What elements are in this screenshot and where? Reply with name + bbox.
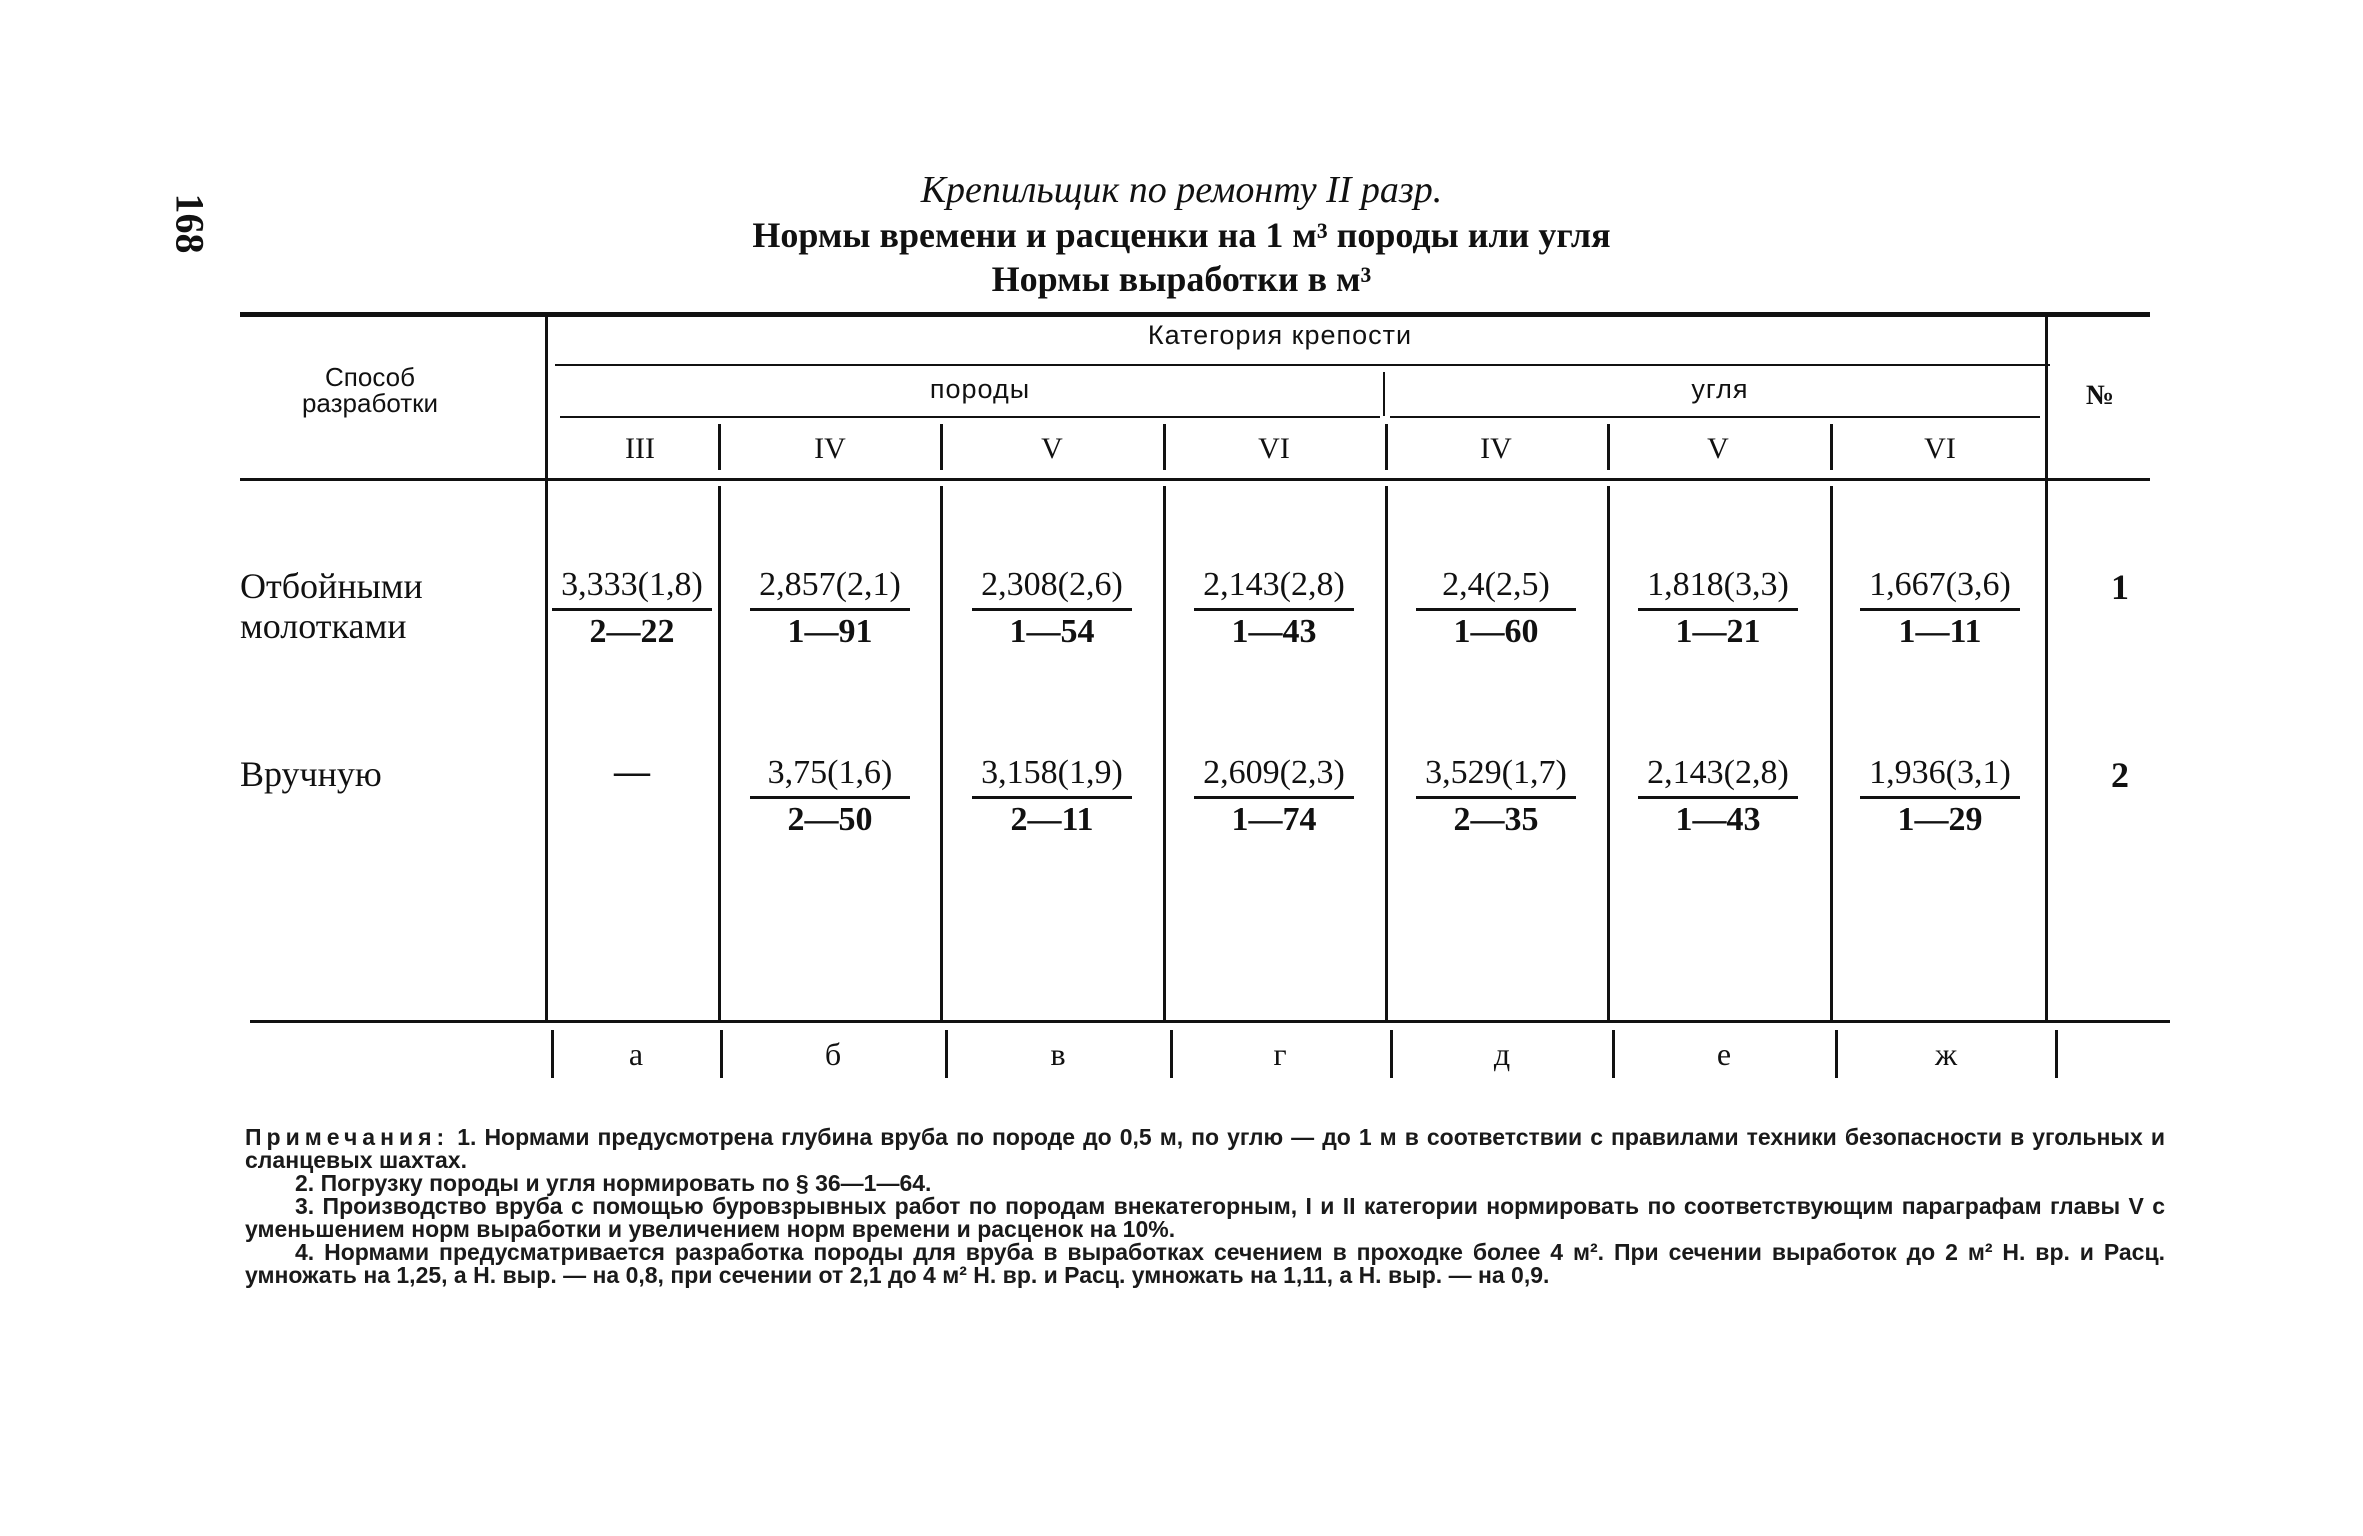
column-letter: а [628,1036,644,1072]
rate-cell: $\frac{3,333(1,8)}{2—22}$ [552,566,712,651]
note-1: Примечания: 1. Нормами предусмотрена глубина вруба по породе до 0,5 м, по углю — до 1 м в соответствии с правилами техники безопасности в угольных и сланцевых шахтах. [245,1124,2166,1173]
rate-cell: $\frac{1,936(3,1)}{1—29}$ [1860,754,2020,839]
rate-cell: $\frac{2,308(2,6)}{1—54}$ [972,566,1132,651]
row-number: 2 [2111,755,2129,795]
rate-cell: $\frac{2,143(2,8)}{1—43}$ [1638,754,1798,839]
row-label-hammers: Отбойными молотками [240,566,423,646]
subcolumn-header: V [1707,432,1729,465]
rate-cell: $\frac{2,4(2,5)}{1—60}$ [1416,566,1576,651]
rate-cell: $\frac{2,857(2,1)}{1—91}$ [750,566,910,651]
worker-subtitle: Крепильщик по ремонту II разр. [920,169,1443,211]
rate-cell: $\frac{2,609(2,3)}{1—74}$ [1194,754,1354,839]
rate-cell: $\frac{3,158(1,9)}{2—11}$ [972,754,1132,839]
row-label-manual: Вручную [240,754,382,794]
note-4: 4. Нормами предусматривается разработка породы для вруба в выработках сечением в проходке более 4 м². При сечении выработок до 2 м² Н. вр. и Расц. умножать на 1,25, а Н. выр. — на 0,8, при сечении от 2,1 до 4 м² Н. вр. и Расц. умножать на 1,11, а Н. выр. — на 0,9. [245,1239,2165,1288]
column-letter: ж [1934,1036,1958,1072]
empty-cell-dash: — [614,751,650,791]
column-letter: г [1273,1036,1287,1072]
subcolumn-header: VI [1924,432,1956,465]
rate-cell: $\frac{1,667(3,6)}{1—11}$ [1860,566,2020,651]
column-letter: е [1716,1036,1732,1072]
rate-cell: $\frac{1,818(3,3)}{1—21}$ [1638,566,1798,651]
notes-section [245,1126,2165,1287]
subcolumn-header: IV [1480,432,1512,465]
group-rock-header: породы [929,374,1031,404]
method-header: Способ разработки [301,362,439,418]
rate-cell: $\frac{3,529(1,7)}{2—35}$ [1416,754,1576,839]
subcolumn-header: IV [814,432,846,465]
note-2: 2. Погрузку породы и угля нормировать по § 36—1—64. [295,1170,932,1196]
table-title: Нормы времени и расценки на 1 м³ породы или угля [752,215,1611,255]
category-header: Категория крепости [1147,320,1413,350]
number-header: № [2085,380,2115,411]
row-number: 1 [2111,567,2129,607]
column-letter: д [1493,1036,1511,1072]
rate-cell: $\frac{3,75(1,6)}{2—50}$ [750,754,910,839]
column-letter: б [824,1036,842,1072]
rate-cell: $\frac{2,143(2,8)}{1—43}$ [1194,566,1354,651]
group-coal-header: угля [1691,374,1749,404]
output-title: Нормы выработки в м³ [991,259,1372,299]
note-3: 3. Производство вруба с помощью буровзрывных работ по породам внекатегорным, I и II категории нормировать по соответствующим параграфам главы V с уменьшением норм выработки и увеличением норм времени и расценок на 10%. [245,1193,2165,1242]
notes-label: Примечания: [245,1124,450,1150]
column-letter: в [1050,1036,1066,1072]
page-number: 168 [167,193,213,254]
subcolumn-header: V [1041,432,1063,465]
subcolumn-header: III [625,432,655,465]
subcolumn-header: VI [1258,432,1290,465]
